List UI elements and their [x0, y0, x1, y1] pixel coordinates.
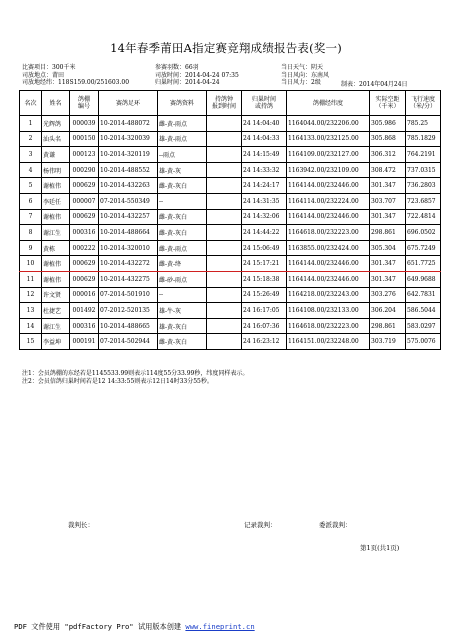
cell-name: 光辉鸽: [42, 116, 70, 132]
cell-clock-time: [207, 256, 242, 272]
cell-ring-number: 10-2014-488072: [99, 116, 158, 132]
table-row: [20, 225, 441, 241]
cell-loft-coordinates: 1163855.00/232424.00: [287, 240, 370, 256]
cell-rank: 12: [20, 287, 42, 303]
cell-return-time: 24 14:04:33: [242, 131, 287, 147]
info-release-coordinates: 司放地经纬：118S159.00/251603.00: [22, 79, 130, 87]
cell-clock-time: [207, 318, 242, 334]
cell-rank: 3: [20, 147, 42, 163]
table-row: [20, 303, 441, 319]
cell-clock-time: [207, 193, 242, 209]
cell-distance: 298.861: [370, 318, 406, 334]
cell-clock-time: [207, 303, 242, 319]
cell-loft-id: 000290: [70, 162, 99, 178]
cell-distance: 306.204: [370, 303, 406, 319]
cell-name: 李廷任: [42, 193, 70, 209]
cell-pigeon-info: 雄-牛-灰: [158, 303, 207, 319]
header-speed: 飞行速度 （米/分）: [406, 91, 441, 116]
cell-return-time: 24 14:15:49: [242, 147, 287, 163]
cell-return-time: 24 16:17:05: [242, 303, 287, 319]
cell-clock-time: [207, 225, 242, 241]
cell-rank: 11: [20, 271, 42, 287]
cell-clock-time: [207, 162, 242, 178]
cell-pigeon-info: 雌-黄-灰白: [158, 209, 207, 225]
cell-loft-coordinates: 1164108.00/232133.00: [287, 303, 370, 319]
pdf-footer: [14, 622, 255, 632]
header-loft-id: 鸽棚 编号: [70, 91, 99, 116]
race-info-column-3: [281, 64, 329, 87]
cell-rank: 15: [20, 334, 42, 350]
cell-return-time: 24 14:33:32: [242, 162, 287, 178]
cell-loft-coordinates: 1164114.00/232224.00: [287, 193, 370, 209]
cell-name: 谢植伟: [42, 256, 70, 272]
cell-speed: 642.7831: [406, 287, 441, 303]
cell-loft-id: 000316: [70, 225, 99, 241]
cell-clock-time: [207, 209, 242, 225]
cell-clock-time: [207, 147, 242, 163]
note-1: 注1：会员鸽棚的东经若是1145533.99则表示114度55分33.99秒，纬度同样表示。: [22, 370, 249, 377]
cell-distance: 301.347: [370, 178, 406, 194]
cell-clock-time: [207, 116, 242, 132]
cell-clock-time: [207, 131, 242, 147]
cell-distance: 305.986: [370, 116, 406, 132]
cell-rank: 9: [20, 240, 42, 256]
footer-link[interactable]: www.fineprint.cn: [185, 622, 255, 631]
cell-return-time: 24 16:07:36: [242, 318, 287, 334]
cell-speed: 675.7249: [406, 240, 441, 256]
signature-chief-referee: 裁判长：: [68, 521, 94, 529]
cell-loft-id: 000039: [70, 116, 99, 132]
cell-name: 谢江生: [42, 318, 70, 334]
cell-ring-number: 10-2014-432272: [99, 256, 158, 272]
cell-speed: 785.25: [406, 116, 441, 132]
header-name: 姓名: [42, 91, 70, 116]
cell-distance: 305.304: [370, 240, 406, 256]
cell-return-time: 24 16:23:12: [242, 334, 287, 350]
cell-loft-id: 001492: [70, 303, 99, 319]
cell-ring-number: 10-2014-488552: [99, 162, 158, 178]
cell-ring-number: 07-2014-501910: [99, 287, 158, 303]
cell-ring-number: 07-2014-550349: [99, 193, 158, 209]
results-table: [19, 90, 441, 350]
table-row: [20, 271, 441, 287]
cell-distance: 301.347: [370, 256, 406, 272]
cell-return-time: 24 15:06:49: [242, 240, 287, 256]
header-ring-number: 赛鸽足环: [99, 91, 158, 116]
cell-pigeon-info: 雌-砂-雨点: [158, 271, 207, 287]
cell-rank: 7: [20, 209, 42, 225]
info-weather: 当日天气：阴天: [281, 64, 324, 71]
info-race-distance: 比赛项目：300千米: [22, 64, 76, 71]
cell-pigeon-info: 雄-黄-灰: [158, 162, 207, 178]
cell-name: 许文贤: [42, 287, 70, 303]
cell-loft-id: 000629: [70, 178, 99, 194]
cell-speed: 764.2191: [406, 147, 441, 163]
cell-clock-time: [207, 178, 242, 194]
cell-pigeon-info: 雌-黄-灰白: [158, 225, 207, 241]
table-row: [20, 162, 441, 178]
table-row: [20, 178, 441, 194]
table-header-row: [20, 91, 441, 116]
cell-loft-coordinates: 1164144.00/232446.00: [287, 256, 370, 272]
cell-distance: 301.347: [370, 209, 406, 225]
cell-rank: 2: [20, 131, 42, 147]
info-wind-force: 当日风力：2级: [281, 79, 321, 87]
header-distance: 实际空距 （千米）: [370, 91, 406, 116]
cell-name: 谢植伟: [42, 209, 70, 225]
cell-loft-coordinates: 1164618.00/232223.00: [287, 318, 370, 334]
cell-clock-time: [207, 271, 242, 287]
cell-return-time: 24 15:26:49: [242, 287, 287, 303]
cell-loft-id: 000123: [70, 147, 99, 163]
race-info-column-1: [22, 64, 129, 87]
cell-pigeon-info: 雌-黄-灰白: [158, 334, 207, 350]
info-wind-direction: 当日风向：东南风: [281, 71, 330, 79]
table-row: [20, 116, 441, 132]
cell-name: 汕头名: [42, 131, 70, 147]
cell-loft-id: 000016: [70, 287, 99, 303]
cell-loft-id: 000150: [70, 131, 99, 147]
header-rank: 名次: [20, 91, 42, 116]
table-row: [20, 256, 441, 272]
cell-loft-coordinates: 1164218.00/232243.00: [287, 287, 370, 303]
note-2: 注2：会员信鸽归巢时间若是12 14:33:55则表示12日14时33分55秒。: [22, 378, 213, 386]
header-loft-coordinates: 鸽棚经纬度: [287, 91, 370, 116]
cell-name: 李益坤: [42, 334, 70, 350]
cell-pigeon-info: 雌-黄-绛: [158, 256, 207, 272]
cell-return-time: 24 15:17:21: [242, 256, 287, 272]
cell-loft-id: 000629: [70, 271, 99, 287]
cell-ring-number: 10-2014-320039: [99, 131, 158, 147]
cell-loft-id: 000629: [70, 256, 99, 272]
cell-speed: 583.0297: [406, 318, 441, 334]
cell-distance: 308.472: [370, 162, 406, 178]
signature-recording-referee: 记录裁判：: [244, 521, 277, 529]
cell-distance: 303.707: [370, 193, 406, 209]
cell-speed: 785.1829: [406, 131, 441, 147]
cell-speed: 737.0315: [406, 162, 441, 178]
table-row: [20, 318, 441, 334]
cell-pigeon-info: 雄-黄-灰白: [158, 318, 207, 334]
cell-pigeon-info: --雨点: [158, 147, 207, 163]
cell-clock-time: [207, 287, 242, 303]
cell-distance: 303.276: [370, 287, 406, 303]
cell-loft-id: 000191: [70, 334, 99, 350]
cell-name: 黄谦: [42, 147, 70, 163]
info-entry-count: 参赛羽数：66羽: [155, 64, 199, 71]
cell-loft-id: 000222: [70, 240, 99, 256]
cell-speed: 651.7725: [406, 256, 441, 272]
cell-return-time: 24 14:31:35: [242, 193, 287, 209]
header-clock-time: 持鸽钟 报到时间: [207, 91, 242, 116]
cell-clock-time: [207, 334, 242, 350]
cell-loft-id: 000316: [70, 318, 99, 334]
table-row: [20, 209, 441, 225]
footer-text: PDF 文件使用 "pdfFactory Pro" 试用版本创建: [14, 622, 186, 631]
race-info-column-2: [155, 64, 239, 87]
cell-name: 谢江生: [42, 225, 70, 241]
page-number: 第1页(共1页): [360, 544, 400, 552]
table-row: [20, 240, 441, 256]
cell-speed: 649.9688: [406, 271, 441, 287]
cell-ring-number: 10-2014-488665: [99, 318, 158, 334]
cell-ring-number: 10-2014-320010: [99, 240, 158, 256]
cell-rank: 10: [20, 256, 42, 272]
header-return-time: 归巢时间 或持鸽: [242, 91, 287, 116]
cell-loft-coordinates: 1164109.00/232127.00: [287, 147, 370, 163]
cell-loft-id: 000629: [70, 209, 99, 225]
cell-ring-number: 10-2014-320119: [99, 147, 158, 163]
cell-distance: 298.861: [370, 225, 406, 241]
cell-distance: 306.312: [370, 147, 406, 163]
cell-return-time: 24 14:24:17: [242, 178, 287, 194]
info-release-time: 司放时间：2014-04-24 07:35: [155, 71, 239, 79]
cell-distance: 305.868: [370, 131, 406, 147]
cell-loft-coordinates: 1164144.00/232446.00: [287, 271, 370, 287]
cell-name: 黄栋: [42, 240, 70, 256]
cell-speed: 586.5044: [406, 303, 441, 319]
cell-loft-coordinates: 1163942.00/232109.00: [287, 162, 370, 178]
cell-ring-number: 10-2014-432263: [99, 178, 158, 194]
cell-clock-time: [207, 240, 242, 256]
cell-name: 杨伟明: [42, 162, 70, 178]
report-title: 14年春季莆田A指定赛竞翔成绩报告表(奖一): [110, 41, 342, 55]
cell-name: 杜捷艺: [42, 303, 70, 319]
cell-rank: 14: [20, 318, 42, 334]
cell-loft-id: 000007: [70, 193, 99, 209]
cell-distance: 303.719: [370, 334, 406, 350]
cell-ring-number: 07-2012-520135: [99, 303, 158, 319]
cell-loft-coordinates: 1164618.00/232223.00: [287, 225, 370, 241]
cell-loft-coordinates: 1164144.00/232446.00: [287, 178, 370, 194]
cell-name: 谢植伟: [42, 178, 70, 194]
cell-pigeon-info: 雌-黄-灰白: [158, 178, 207, 194]
cell-speed: 575.0076: [406, 334, 441, 350]
table-row: [20, 131, 441, 147]
cell-loft-coordinates: 1164151.00/232248.00: [287, 334, 370, 350]
cell-return-time: 24 15:18:38: [242, 271, 287, 287]
header-pigeon-info: 赛鸽资料: [158, 91, 207, 116]
cell-pigeon-info: --: [158, 287, 207, 303]
table-row: [20, 287, 441, 303]
cell-ring-number: 10-2014-432257: [99, 209, 158, 225]
table-row: [20, 147, 441, 163]
cell-return-time: 24 14:04:40: [242, 116, 287, 132]
cell-speed: 736.2803: [406, 178, 441, 194]
cell-ring-number: 07-2014-502944: [99, 334, 158, 350]
cell-speed: 723.6857: [406, 193, 441, 209]
cell-loft-coordinates: 1164133.00/232125.00: [287, 131, 370, 147]
notes: [22, 370, 248, 387]
cell-ring-number: 10-2014-432275: [99, 271, 158, 287]
cell-rank: 6: [20, 193, 42, 209]
cell-speed: 722.4814: [406, 209, 441, 225]
report-date: 制表：2014年04月24日: [341, 81, 408, 89]
cell-name: 谢植伟: [42, 271, 70, 287]
cell-loft-coordinates: 1164144.00/232446.00: [287, 209, 370, 225]
cell-distance: 301.347: [370, 271, 406, 287]
cell-rank: 13: [20, 303, 42, 319]
cell-ring-number: 10-2014-488664: [99, 225, 158, 241]
cell-rank: 8: [20, 225, 42, 241]
table-row: [20, 334, 441, 350]
cell-pigeon-info: 雌-黄-雨点: [158, 240, 207, 256]
cell-rank: 1: [20, 116, 42, 132]
cell-return-time: 24 14:32:06: [242, 209, 287, 225]
cell-loft-coordinates: 1164044.00/232206.00: [287, 116, 370, 132]
cell-pigeon-info: --: [158, 193, 207, 209]
cell-rank: 5: [20, 178, 42, 194]
cell-speed: 696.0502: [406, 225, 441, 241]
cell-rank: 4: [20, 162, 42, 178]
signature-delegated-referee: 委派裁判：: [319, 521, 352, 529]
cell-pigeon-info: 雄-黄-雨点: [158, 131, 207, 147]
info-return-time: 归巢时间：2014-04-24: [155, 79, 220, 87]
table-body: [20, 116, 441, 350]
info-release-location: 司放地点：莆田: [22, 71, 65, 79]
cell-return-time: 24 14:44:22: [242, 225, 287, 241]
cell-pigeon-info: 雌-黄-雨点: [158, 116, 207, 132]
table-row: [20, 193, 441, 209]
